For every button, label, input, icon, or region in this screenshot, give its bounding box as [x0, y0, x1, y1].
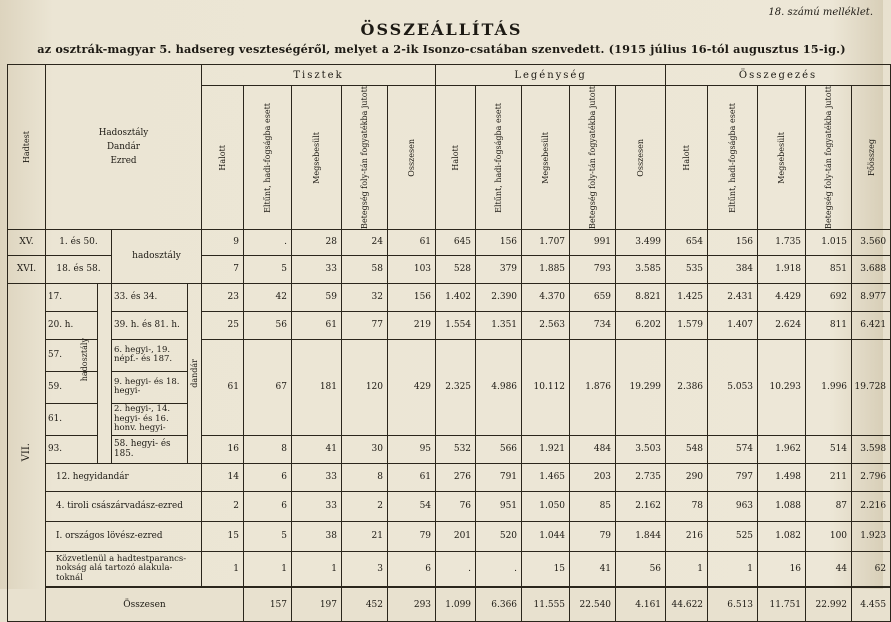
- value-cell: 10.293: [758, 339, 806, 435]
- value-cell: 3.585: [616, 255, 666, 283]
- value-cell: 1: [708, 551, 758, 587]
- value-cell: 645: [436, 229, 476, 255]
- value-cell: 963: [708, 491, 758, 521]
- value-cell: 156: [476, 229, 522, 255]
- value-cell: 1.088: [758, 491, 806, 521]
- value-cell: 528: [436, 255, 476, 283]
- value-cell: 56: [244, 311, 292, 339]
- value-cell: 525: [708, 521, 758, 551]
- value-cell: 41: [292, 435, 342, 463]
- value-cell: 2.386: [666, 339, 708, 435]
- value-cell: 8.821: [616, 283, 666, 311]
- unit-cell: 4. tiroli császárvadász-ezred: [46, 491, 202, 521]
- col-head-dead: Halott: [436, 86, 476, 230]
- value-cell: 2.390: [476, 283, 522, 311]
- value-cell: 33: [292, 463, 342, 491]
- value-cell: 793: [570, 255, 616, 283]
- value-cell: 1: [666, 551, 708, 587]
- value-cell: 290: [666, 463, 708, 491]
- value-cell: 1.921: [522, 435, 570, 463]
- regiment-cell: 6. hegyi-, 19. népf.- és 187.: [112, 339, 188, 371]
- division-cell: 59.: [46, 371, 98, 403]
- value-cell: 1: [202, 551, 244, 587]
- value-cell: 5.053: [708, 339, 758, 435]
- value-cell: 219: [388, 311, 436, 339]
- total-value-cell: 157: [244, 587, 292, 621]
- value-cell: 811: [806, 311, 852, 339]
- value-cell: 23: [202, 283, 244, 311]
- total-value-cell: 1.099: [436, 587, 476, 621]
- value-cell: 28: [292, 229, 342, 255]
- value-cell: 62: [852, 551, 891, 587]
- value-cell: 61: [388, 463, 436, 491]
- table-row: [8, 311, 891, 339]
- value-cell: 14: [202, 463, 244, 491]
- value-cell: 4.429: [758, 283, 806, 311]
- value-cell: 1.962: [758, 435, 806, 463]
- value-cell: 2: [202, 491, 244, 521]
- page-title: ÖSSZEÁLLÍTÁS: [360, 20, 523, 39]
- value-cell: 61: [202, 339, 244, 435]
- value-cell: 6: [388, 551, 436, 587]
- total-value-cell: 11.555: [522, 587, 570, 621]
- table-row: [8, 283, 891, 311]
- value-cell: 30: [342, 435, 388, 463]
- col-head-hadtest: Hadtest: [8, 65, 46, 230]
- total-value-cell: 22.992: [806, 587, 852, 621]
- value-cell: 2.624: [758, 311, 806, 339]
- col-head-unit: Hadosztály Dandár Ezred: [46, 65, 202, 230]
- value-cell: 7: [202, 255, 244, 283]
- value-cell: 59: [292, 283, 342, 311]
- value-cell: 514: [806, 435, 852, 463]
- col-head-dead: Halott: [666, 86, 708, 230]
- total-value-cell: 11.751: [758, 587, 806, 621]
- page-subtitle: az osztrák-magyar 5. hadsereg veszteségéről, melyet a 2-ik Isonzo-csatában szenvedett. (1915 július 16-tól augusztus 15-ig.): [37, 42, 846, 56]
- value-cell: 19.299: [616, 339, 666, 435]
- value-cell: 78: [666, 491, 708, 521]
- value-cell: 1.351: [476, 311, 522, 339]
- value-cell: 3.598: [852, 435, 891, 463]
- value-cell: 216: [666, 521, 708, 551]
- value-cell: 2.431: [708, 283, 758, 311]
- value-cell: 548: [666, 435, 708, 463]
- value-cell: 951: [476, 491, 522, 521]
- division-cell: 93.: [46, 435, 98, 463]
- value-cell: 6.421: [852, 311, 891, 339]
- value-cell: 1: [244, 551, 292, 587]
- value-cell: 1.050: [522, 491, 570, 521]
- value-cell: 201: [436, 521, 476, 551]
- total-label: Összesen: [46, 587, 244, 621]
- value-cell: 61: [388, 229, 436, 255]
- regiment-cell: 9. hegyi- és 18. hegyi-: [112, 371, 188, 403]
- col-head-total: Összesen: [616, 86, 666, 230]
- value-cell: 1.044: [522, 521, 570, 551]
- value-cell: 56: [616, 551, 666, 587]
- value-cell: 16: [758, 551, 806, 587]
- value-cell: 1.465: [522, 463, 570, 491]
- value-cell: 1.498: [758, 463, 806, 491]
- table-row: [8, 339, 891, 371]
- col-head-missing: Eltűnt, hadi-fogságba esett: [708, 86, 758, 230]
- col-head-wounded: Megsebesült: [758, 86, 806, 230]
- table-row: [8, 551, 891, 587]
- value-cell: 3: [342, 551, 388, 587]
- value-cell: 100: [806, 521, 852, 551]
- value-cell: 85: [570, 491, 616, 521]
- value-cell: 8.977: [852, 283, 891, 311]
- group-head-total: Összegezés: [666, 65, 891, 86]
- value-cell: 77: [342, 311, 388, 339]
- division-cell: 20. h.: [46, 311, 98, 339]
- table-row: [8, 463, 891, 491]
- value-cell: 79: [570, 521, 616, 551]
- value-cell: 156: [708, 229, 758, 255]
- value-cell: 103: [388, 255, 436, 283]
- value-cell: .: [436, 551, 476, 587]
- total-value-cell: 22.540: [570, 587, 616, 621]
- total-value-cell: 44.622: [666, 587, 708, 621]
- value-cell: 6: [244, 491, 292, 521]
- value-cell: 1.425: [666, 283, 708, 311]
- value-cell: .: [476, 551, 522, 587]
- value-cell: 1: [292, 551, 342, 587]
- value-cell: 797: [708, 463, 758, 491]
- value-cell: 3.499: [616, 229, 666, 255]
- value-cell: 2.216: [852, 491, 891, 521]
- value-cell: 3.560: [852, 229, 891, 255]
- value-cell: 2.325: [436, 339, 476, 435]
- division-cell: 57.: [46, 339, 98, 371]
- corps-cell: XV.: [8, 229, 46, 255]
- value-cell: 156: [388, 283, 436, 311]
- value-cell: 574: [708, 435, 758, 463]
- value-cell: 16: [202, 435, 244, 463]
- value-cell: 535: [666, 255, 708, 283]
- value-cell: 1.844: [616, 521, 666, 551]
- value-cell: 38: [292, 521, 342, 551]
- value-cell: 33: [292, 255, 342, 283]
- col-head-wounded: Megsebesült: [292, 86, 342, 230]
- value-cell: 2.796: [852, 463, 891, 491]
- value-cell: 44: [806, 551, 852, 587]
- col-head-missing: Eltűnt, hadi-fogságba esett: [476, 86, 522, 230]
- value-cell: 10.112: [522, 339, 570, 435]
- value-cell: 566: [476, 435, 522, 463]
- group-head-officers: Tisztek: [202, 65, 436, 86]
- value-cell: 19.728: [852, 339, 891, 435]
- hadosztaly-vertical-label: hadosztály: [79, 338, 89, 382]
- value-cell: 1.885: [522, 255, 570, 283]
- division-cell: 17.: [46, 283, 98, 311]
- corps-cell: XVI.: [8, 255, 46, 283]
- unit-cell: Közvetlenül a hadtestparancs-nokság alá tartozó alakula-toknál: [46, 551, 202, 587]
- value-cell: 1.082: [758, 521, 806, 551]
- value-cell: 2: [342, 491, 388, 521]
- value-cell: 211: [806, 463, 852, 491]
- value-cell: 15: [202, 521, 244, 551]
- value-cell: 2.162: [616, 491, 666, 521]
- value-cell: 15: [522, 551, 570, 587]
- regiment-cell: 2. hegyi-, 14. hegyi- és 16. honv. hegyi-: [112, 403, 188, 435]
- annex-label: 18. számú melléklet.: [768, 7, 873, 18]
- total-value-cell: 6.513: [708, 587, 758, 621]
- value-cell: 61: [292, 311, 342, 339]
- total-value-cell: 4.455: [852, 587, 891, 621]
- unit-cell: 12. hegyidandár: [46, 463, 202, 491]
- value-cell: 1.923: [852, 521, 891, 551]
- value-cell: 520: [476, 521, 522, 551]
- value-cell: 791: [476, 463, 522, 491]
- value-cell: 21: [342, 521, 388, 551]
- value-cell: 734: [570, 311, 616, 339]
- value-cell: 8: [244, 435, 292, 463]
- value-cell: 25: [202, 311, 244, 339]
- table-row: [8, 229, 891, 255]
- value-cell: 1.554: [436, 311, 476, 339]
- value-cell: 429: [388, 339, 436, 435]
- value-cell: 692: [806, 283, 852, 311]
- total-row: [8, 587, 891, 621]
- value-cell: 58: [342, 255, 388, 283]
- col-head-missing: Eltűnt, hadi-fogságba esett: [244, 86, 292, 230]
- value-cell: 95: [388, 435, 436, 463]
- value-cell: 120: [342, 339, 388, 435]
- value-cell: 3.503: [616, 435, 666, 463]
- regiment-cell: 58. hegyi- és 185.: [112, 435, 188, 463]
- value-cell: 991: [570, 229, 616, 255]
- value-cell: 42: [244, 283, 292, 311]
- value-cell: 1.015: [806, 229, 852, 255]
- table-row: [8, 491, 891, 521]
- value-cell: 24: [342, 229, 388, 255]
- value-cell: 79: [388, 521, 436, 551]
- corps-cell: VII.: [8, 283, 46, 621]
- value-cell: 1.876: [570, 339, 616, 435]
- value-cell: 2.563: [522, 311, 570, 339]
- value-cell: 8: [342, 463, 388, 491]
- value-cell: 4.370: [522, 283, 570, 311]
- losses-table-container: [7, 64, 887, 610]
- value-cell: 659: [570, 283, 616, 311]
- division-cell: 61.: [46, 403, 98, 435]
- header-row-groups: [8, 65, 891, 86]
- col-head-sick: Betegség foly-tán fogyatékba jutott: [806, 86, 852, 230]
- total-value-cell: 197: [292, 587, 342, 621]
- table-row: [8, 521, 891, 551]
- unit-cell: I. országos lövész-ezred: [46, 521, 202, 551]
- value-cell: 87: [806, 491, 852, 521]
- col-head-dead: Halott: [202, 86, 244, 230]
- value-cell: 1.402: [436, 283, 476, 311]
- value-cell: 1.579: [666, 311, 708, 339]
- col-head-sick: Betegség foly-tán fogyatékba jutott: [342, 86, 388, 230]
- value-cell: 76: [436, 491, 476, 521]
- col-head-wounded: Megsebesült: [522, 86, 570, 230]
- value-cell: 1.407: [708, 311, 758, 339]
- value-cell: 851: [806, 255, 852, 283]
- value-cell: 32: [342, 283, 388, 311]
- total-value-cell: 452: [342, 587, 388, 621]
- value-cell: 6.202: [616, 311, 666, 339]
- value-cell: 1.918: [758, 255, 806, 283]
- value-cell: 484: [570, 435, 616, 463]
- table-row: [8, 435, 891, 463]
- division-kind-cell: hadosztály: [112, 229, 202, 283]
- value-cell: 379: [476, 255, 522, 283]
- col-head-sick: Betegség foly-tán fogyatékba jutott: [570, 86, 616, 230]
- value-cell: .: [244, 229, 292, 255]
- regiment-cell: 39. h. és 81. h.: [112, 311, 188, 339]
- value-cell: 5: [244, 255, 292, 283]
- value-cell: 3.688: [852, 255, 891, 283]
- division-cell: 1. és 50.: [46, 229, 112, 255]
- value-cell: 2.735: [616, 463, 666, 491]
- value-cell: 33: [292, 491, 342, 521]
- value-cell: 203: [570, 463, 616, 491]
- value-cell: 654: [666, 229, 708, 255]
- total-value-cell: 4.161: [616, 587, 666, 621]
- value-cell: 67: [244, 339, 292, 435]
- value-cell: 276: [436, 463, 476, 491]
- regiment-cell: 33. és 34.: [112, 283, 188, 311]
- value-cell: 532: [436, 435, 476, 463]
- col-head-total: Összesen: [388, 86, 436, 230]
- value-cell: 4.986: [476, 339, 522, 435]
- losses-table: [7, 64, 891, 622]
- col-head-grand-total: Főösszeg: [852, 86, 891, 230]
- spacer-cell: [98, 283, 112, 463]
- division-cell: 18. és 58.: [46, 255, 112, 283]
- value-cell: 54: [388, 491, 436, 521]
- total-value-cell: 293: [388, 587, 436, 621]
- brigade-label-cell: dandár: [188, 283, 202, 463]
- value-cell: 181: [292, 339, 342, 435]
- group-head-men: Legénység: [436, 65, 666, 86]
- value-cell: 9: [202, 229, 244, 255]
- value-cell: 6: [244, 463, 292, 491]
- total-value-cell: 6.366: [476, 587, 522, 621]
- value-cell: 1.707: [522, 229, 570, 255]
- value-cell: 5: [244, 521, 292, 551]
- value-cell: 41: [570, 551, 616, 587]
- value-cell: 384: [708, 255, 758, 283]
- value-cell: 1.735: [758, 229, 806, 255]
- value-cell: 1.996: [806, 339, 852, 435]
